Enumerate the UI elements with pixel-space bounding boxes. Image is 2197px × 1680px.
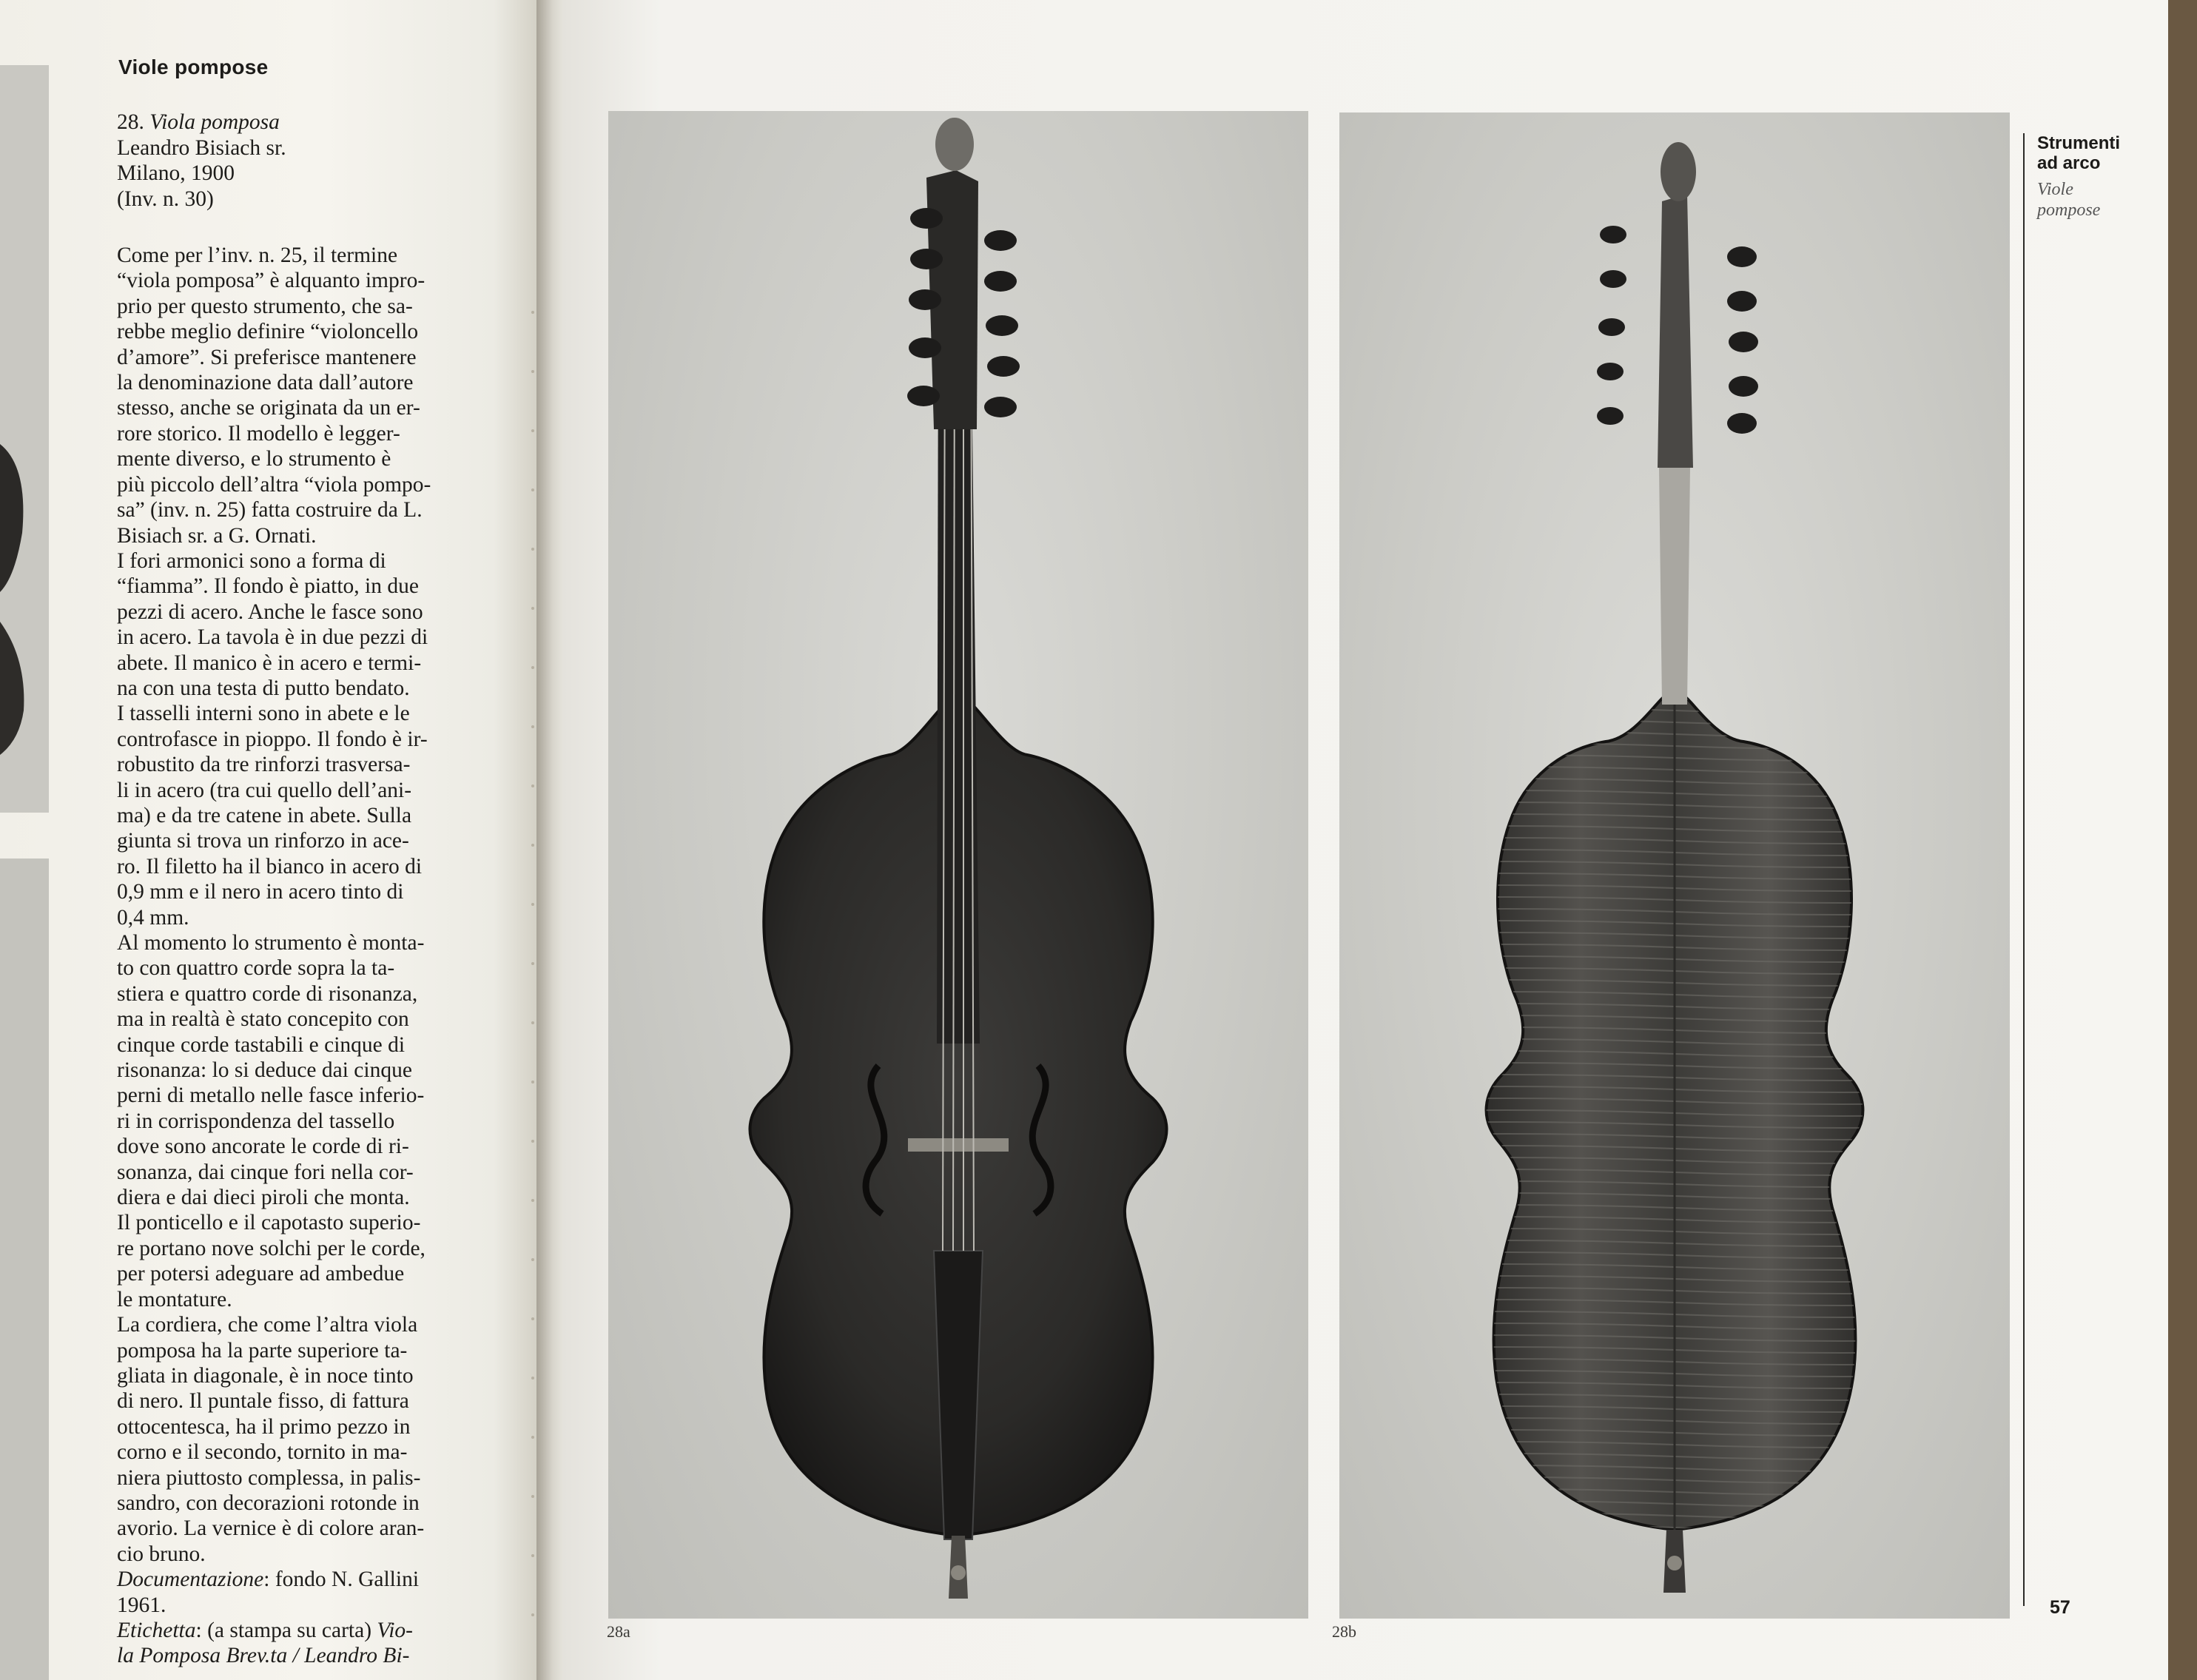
body-line: ma) e da tre catene in abete. Sulla xyxy=(117,803,412,827)
body-line: sonanza, dai cinque fori nella cor- xyxy=(117,1160,414,1184)
binding-stitch xyxy=(531,725,534,728)
viola-back-image xyxy=(1339,112,2010,1619)
body-line: perni di metallo nelle fasce inferio- xyxy=(117,1083,425,1108)
body-line: dove sono ancorate le corde di ri- xyxy=(117,1135,409,1159)
book-gutter xyxy=(536,0,566,1680)
body-line: gliata in diagonale, è in noce tinto xyxy=(117,1363,414,1388)
section-head-line-2: ad arco xyxy=(2037,153,2101,173)
body-line: “viola pomposa” è alquanto impro- xyxy=(117,269,425,293)
body-line: Come per l’inv. n. 25, il termine xyxy=(117,243,398,268)
page-number: 57 xyxy=(2050,1597,2070,1618)
body-line: to con quattro corde sopra la ta- xyxy=(117,956,395,981)
section-sub-line-1: Viole xyxy=(2037,180,2073,199)
left-text-column xyxy=(117,52,457,1669)
body-line: rebbe meglio definire “violoncello xyxy=(117,320,419,344)
binding-stitch xyxy=(531,666,534,669)
body-line: sa” (inv. n. 25) fatta costruire da L. xyxy=(117,498,423,523)
body-line: ro. Il filetto ha il bianco in acero di xyxy=(117,854,423,878)
catalog-entry xyxy=(117,110,457,212)
body-line: ma in realtà è stato concepito con xyxy=(117,1007,409,1032)
body-line: di nero. Il puntale fisso, di fattura xyxy=(117,1389,409,1414)
binding-stitch xyxy=(531,1613,534,1616)
photo-back-view xyxy=(1339,112,2010,1619)
body-lines xyxy=(117,243,457,1567)
body-line: ottocentesca, ha il primo pezzo in xyxy=(117,1414,411,1439)
label-line-2: la Pomposa Brev.ta / Leandro Bi- xyxy=(117,1644,410,1668)
entry-place-date: Milano, 1900 xyxy=(117,161,235,186)
documentation-line: Documentazione: fondo N. Gallini xyxy=(117,1568,420,1592)
body-line: ri in corrispondenza del tassello xyxy=(117,1109,395,1133)
binding-stitch xyxy=(531,1258,534,1261)
body-line: Bisiach sr. a G. Ornati. xyxy=(117,523,317,548)
body-line: La cordiera, che come l’altra viola xyxy=(117,1313,418,1337)
entry-name: Viola pomposa xyxy=(149,110,280,135)
body-line: giunta si trova un rinforzo in ace- xyxy=(117,829,409,853)
body-line: abete. Il manico è in acero e termi- xyxy=(117,651,422,675)
binding-stitch xyxy=(531,1377,534,1380)
binding-stitch xyxy=(531,311,534,314)
body-text xyxy=(117,243,457,1669)
binding-stitch xyxy=(531,844,534,847)
binding-stitch xyxy=(531,370,534,373)
body-line: “fiamma”. Il fondo è piatto, in due xyxy=(117,574,419,599)
left-page xyxy=(0,0,536,1680)
binding-stitch xyxy=(531,1199,534,1202)
body-line: sandro, con decorazioni rotonde in xyxy=(117,1491,420,1515)
body-line: risonanza: lo si deduce dai cinque xyxy=(117,1058,412,1083)
binding-stitch xyxy=(531,1317,534,1320)
body-line: re portano nove solchi per le corde, xyxy=(117,1236,425,1260)
binding-stitch xyxy=(531,962,534,965)
body-line: stiera e quattro corde di risonanza, xyxy=(117,981,418,1006)
body-line: cinque corde tastabili e cinque di xyxy=(117,1032,406,1057)
adjacent-photo-fragment xyxy=(0,859,49,1680)
body-line: I tasselli interni sono in abete e le xyxy=(117,702,410,726)
binding-stitch xyxy=(531,1436,534,1439)
table-surface xyxy=(2168,0,2197,1680)
body-line: più piccolo dell’altra “viola pompo- xyxy=(117,472,431,497)
body-line: avorio. La vernice è di colore aran- xyxy=(117,1516,425,1541)
photo-front-view xyxy=(608,111,1308,1619)
body-line: Al momento lo strumento è monta- xyxy=(117,931,425,955)
body-line: 0,4 mm. xyxy=(117,905,189,930)
body-line: na con una testa di putto bendato. xyxy=(117,676,410,700)
margin-rule xyxy=(2023,133,2025,1606)
label-line: Etichetta: (a stampa su carta) Vio- xyxy=(117,1618,414,1642)
entry-inventory: (Inv. n. 30) xyxy=(117,187,214,211)
body-line: prio per questo strumento, che sa- xyxy=(117,294,413,318)
binding-stitch xyxy=(531,1081,534,1083)
figure-label-28a: 28a xyxy=(607,1622,630,1641)
body-line: in acero. La tavola è in due pezzi di xyxy=(117,625,428,650)
body-line: rore storico. Il modello è legger- xyxy=(117,421,400,446)
body-line: robustito da tre rinforzi trasversa- xyxy=(117,753,411,777)
body-line: li in acero (tra cui quello dell’ani- xyxy=(117,778,412,802)
body-line: pezzi di acero. Anche le fasce sono xyxy=(117,599,423,624)
documentation-year: 1961. xyxy=(117,1593,166,1617)
binding-stitch xyxy=(531,429,534,432)
instrument-fragment-image xyxy=(0,444,30,755)
binding-stitch xyxy=(531,1021,534,1024)
catalog-entry-heading xyxy=(117,110,457,135)
binding-stitch xyxy=(531,1495,534,1498)
section-head-line-1: Strumenti xyxy=(2037,133,2121,153)
entry-maker: Leandro Bisiach sr. xyxy=(117,135,286,160)
body-line: diera e dai dieci piroli che monta. xyxy=(117,1186,410,1210)
binding-stitch xyxy=(531,784,534,787)
viola-front-image xyxy=(608,111,1308,1619)
body-line: la denominazione data dall’autore xyxy=(117,371,414,395)
figure-label-28b: 28b xyxy=(1332,1622,1356,1641)
binding-stitch xyxy=(531,1140,534,1143)
running-section-head xyxy=(2037,133,2163,221)
body-line: cio bruno. xyxy=(117,1542,206,1566)
binding-stitch xyxy=(531,548,534,551)
body-line: I fori armonici sono a forma di xyxy=(117,548,386,573)
binding-stitch xyxy=(531,488,534,491)
body-line: 0,9 mm e il nero in acero tinto di xyxy=(117,880,404,904)
body-line: le montature. xyxy=(117,1287,232,1311)
body-line: pomposa ha la parte superiore ta- xyxy=(117,1338,408,1363)
entry-number: 28. xyxy=(117,110,144,135)
body-line: d’amore”. Si preferisce mantenere xyxy=(117,345,417,369)
body-line: controfasce in pioppo. Il fondo è ir- xyxy=(117,727,428,751)
body-line: corno e il secondo, tornito in ma- xyxy=(117,1440,408,1465)
binding-stitch xyxy=(531,607,534,610)
body-line: stesso, anche se originata da un er- xyxy=(117,396,420,420)
body-line: mente diverso, e lo strumento è xyxy=(117,447,391,471)
section-sub-line-2: pompose xyxy=(2037,201,2101,220)
body-line: Il ponticello e il capotasto superio- xyxy=(117,1211,421,1235)
binding-stitch xyxy=(531,1554,534,1557)
section-title: Viole pompose xyxy=(118,56,269,78)
body-line: niera piuttosto complessa, in palis- xyxy=(117,1465,421,1490)
body-line: per potersi adeguare ad ambedue xyxy=(117,1262,405,1286)
binding-stitch xyxy=(531,903,534,906)
